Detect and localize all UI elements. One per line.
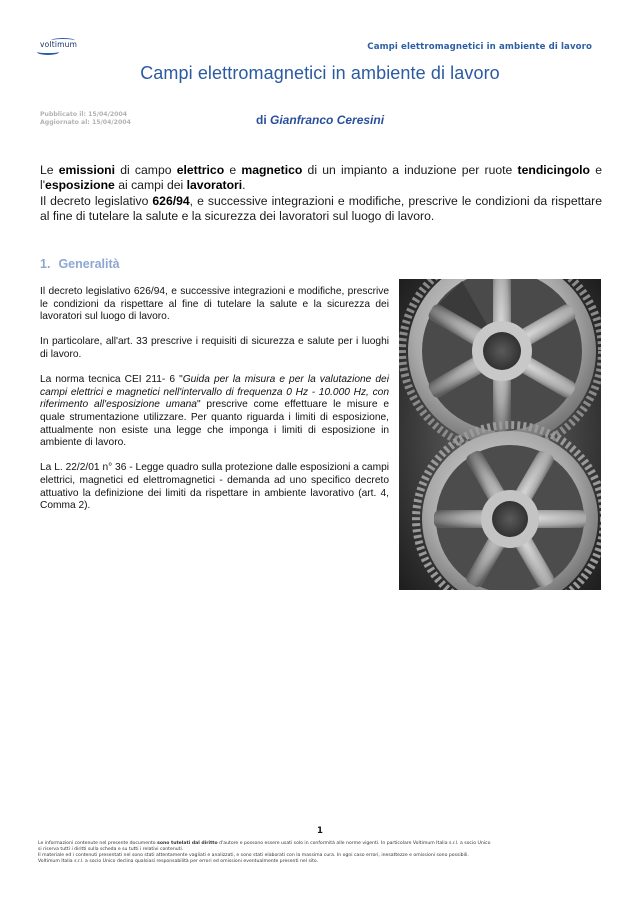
- section-title: Generalità: [58, 257, 120, 271]
- published-date: Pubblicato il: 15/04/2004: [40, 111, 128, 118]
- intro-text-run: , e successive integrazioni e modifiche, prescrive le condizioni da rispettare al fine di tutelare la salute e la sicurezza dei lavoratori sul luogo di lavoro.: [40, 193, 602, 223]
- intro-text-run: e: [224, 163, 242, 177]
- paragraph-text-run: " prescrive come effettuare le misure e quale strumentazione utilizzare. Per quanto riguarda i limiti di esposizione, attualmente non esiste una legge che imponga i limiti di esposizione in ambiente di lavoro.: [40, 399, 390, 449]
- updated-date: Aggiornato al: 15/04/2004: [40, 119, 131, 126]
- intro-bold-run: tendicingolo: [517, 163, 590, 177]
- footer-bold-run: sono tutelati dal diritto: [157, 841, 218, 846]
- gears-photo: [399, 279, 601, 590]
- section-paragraph-2: In particolare, all'art. 33 prescrive i requisiti di sicurezza e salute per i luoghi di lavoro.: [40, 336, 389, 360]
- legal-footer: [38, 841, 598, 865]
- byline: [256, 113, 384, 127]
- intro-bold-run: esposizione: [45, 178, 115, 193]
- gears-photo-icon: [399, 279, 601, 590]
- intro-bold-run: elettrico: [176, 163, 225, 177]
- section-paragraph-1: Il decreto legislativo 626/94, e successive integrazioni e modifiche, prescrive le condizioni da rispettare al fine di tutelare la salute e la sicurezza dei lavoratori sul luogo di lavoro.: [40, 286, 389, 323]
- section-heading: [40, 257, 120, 271]
- intro-text-run: ai campi dei: [114, 178, 187, 193]
- intro-bold-run: emissioni: [58, 163, 115, 177]
- author-name: Gianfranco Ceresini: [270, 113, 385, 127]
- section-body: [40, 286, 389, 525]
- intro-bold-run: magnetico: [241, 163, 303, 177]
- intro-text-run: di un impianto a induzione per ruote: [302, 163, 518, 177]
- section-paragraph-3: [40, 374, 389, 450]
- intro-paragraph-1: [40, 163, 602, 194]
- intro-text-run: Le: [40, 163, 59, 177]
- voltimum-logo: [37, 38, 81, 56]
- intro-text-run: .: [242, 178, 246, 193]
- intro-paragraph-2: [40, 194, 602, 225]
- footer-line-3: Il materiale ed i contenuti presentati nel sono stati attentamente vagliati e analizzati, e sono stati elaborati con la massima cura. In ogni caso errori, inesattezze e omissioni sono possibili.: [38, 852, 469, 858]
- logo-swoosh-bottom: [37, 49, 59, 55]
- intro-text: [40, 163, 602, 224]
- footer-text-run: d'autore e possono essere usati solo in conformità alle norme vigenti. In particolare Voltimum Italia s.r.l. a socio Unico: [217, 841, 491, 846]
- intro-text-run: e l': [40, 163, 602, 193]
- page-number: 1: [317, 826, 323, 836]
- intro-bold-run: lavoratori: [186, 178, 243, 193]
- publication-meta: [40, 111, 131, 127]
- running-header: Campi elettromagnetici in ambiente di lavoro: [367, 42, 592, 52]
- intro-text-run: di campo: [115, 163, 177, 177]
- standard-title-italic: Guida per la misura e per la valutazione dei campi elettrici e magnetici nell'intervallo di frequenza 0 Hz - 10.000 Hz, con riferimento all'esposizione umana: [40, 374, 389, 411]
- document-title: Campi elettromagnetici in ambiente di lavoro: [140, 63, 500, 83]
- byline-prefix: di: [256, 113, 267, 127]
- intro-text-run: Il decreto legislativo: [40, 193, 153, 208]
- section-number: 1.: [40, 257, 51, 271]
- paragraph-text-run: La norma tecnica CEI 211- 6 ": [40, 374, 183, 386]
- logo-text: voltimum: [40, 40, 78, 49]
- intro-bold-run: 626/94: [152, 193, 190, 208]
- section-paragraph-4: La L. 22/2/01 n° 36 - Legge quadro sulla protezione dalle esposizioni a campi elettrici, magnetici ed elettromagnetici - demanda ad uno specifico decreto attuativo la definizione dei limiti da rispettare in ambiente lavorativo (art. 4, Comma 2).: [40, 462, 389, 512]
- footer-text-run: Le informazioni contenute nel presente documento: [38, 841, 158, 846]
- footer-line-2: si riserva tutti i diritti sulla scheda e su tutti i relativi contenuti.: [38, 846, 184, 852]
- footer-line-4: Voltimum Italia s.r.l. a socio Unico declina qualsiasi responsabilità per errori ed omissioni eventualmente presenti nel sito.: [38, 858, 319, 864]
